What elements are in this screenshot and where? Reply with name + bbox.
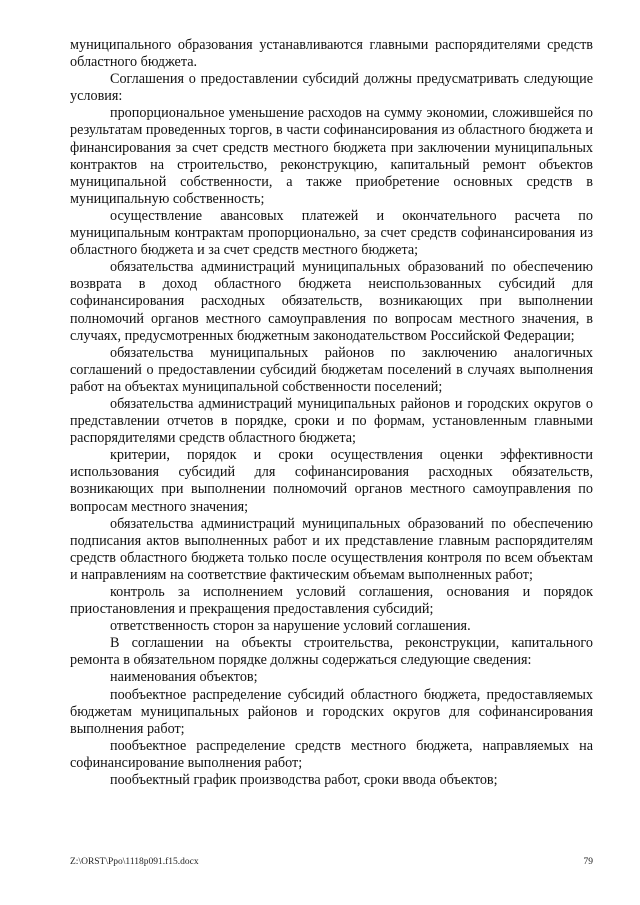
- paragraph: обязательства муниципальных районов по заключению аналогичных соглашений о предоставлении субсидий бюджетам поселений в случаях выполнения работ на объектах муниципальной собственности поселений;: [70, 344, 593, 395]
- paragraph: осуществление авансовых платежей и окончательного расчета по муниципальным контрактам пропорционально, за счет средств софинансирования из областного бюджета и за счет средств местного бюджета;: [70, 207, 593, 259]
- paragraph: пообъектное распределение субсидий областного бюджета, предоставляемых бюджетам муниципальных районов и городских округов для софинансирования выполнения работ;: [70, 686, 593, 737]
- paragraph: обязательства администраций муниципальных образований по обеспечению подписания актов выполненных работ и их представление главным распорядителям средств областного бюджета только после осуществления контроля по всем объектам и направлениям на соответствие фактическим объемам выполненных работ;: [70, 515, 593, 583]
- paragraph: ответственность сторон за нарушение условий соглашения.: [110, 618, 471, 635]
- paragraph: пообъектное распределение средств местного бюджета, направляемых на софинансирование выполнения работ;: [70, 737, 593, 771]
- paragraph: обязательства администраций муниципальных образований по обеспечению возврата в доход областного бюджета неиспользованных субсидий для софинансирования расходных обязательств, возникающих при выполнении полномочий органов местного самоуправления по вопросам местного значения, в случаях, предусмотренных бюджетным законодательством Российской Федерации;: [70, 259, 593, 344]
- document-body: [70, 37, 593, 789]
- paragraph: наименования объектов;: [110, 669, 258, 686]
- paragraph: обязательства администраций муниципальных районов и городских округов о представлении отчетов в порядке, сроки и по формам, установленным главными распорядителями средств областного бюджета;: [70, 395, 593, 447]
- footer-file-path: Z:\ORST\Ppo\1118p091.f15.docx: [70, 857, 199, 867]
- paragraph: пообъектный график производства работ, сроки ввода объектов;: [110, 772, 498, 789]
- paragraph: Соглашения о предоставлении субсидий должны предусматривать следующие условия:: [70, 71, 593, 105]
- paragraph: муниципального образования устанавливаются главными распорядителями средств областного бюджета.: [70, 37, 593, 71]
- paragraph: критерии, порядок и сроки осуществления оценки эффективности использования субсидий для софинансирования расходных обязательств, возникающих при выполнении полномочий органов местного самоуправления по вопросам местного значения;: [70, 447, 593, 515]
- paragraph: контроль за исполнением условий соглашения, основания и порядок приостановления и прекращения предоставления субсидий;: [70, 584, 593, 618]
- paragraph: пропорциональное уменьшение расходов на сумму экономии, сложившейся по результатам проведенных торгов, в части софинансирования из областного бюджета и финансирования за счет средств местного бюджета при заключении муниципальных контрактов на строительство, реконструкцию, капитальный ремонт объектов муниципальной собственности, а также приобретение основных средств в муниципальную собственность;: [70, 105, 593, 207]
- paragraph: В соглашении на объекты строительства, реконструкции, капитального ремонта в обязательном порядке должны содержаться следующие сведения:: [70, 635, 593, 669]
- page-number: 79: [583, 857, 593, 867]
